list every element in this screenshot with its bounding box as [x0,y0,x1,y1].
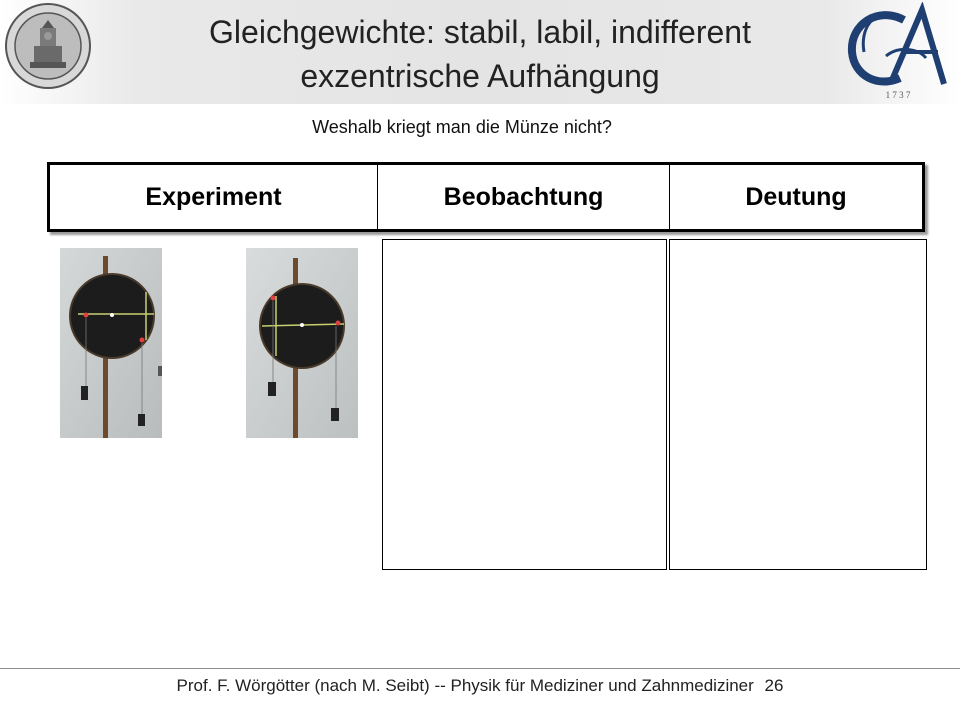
footer [0,676,960,696]
question-text: Weshalb kriegt man die Münze nicht? [312,117,612,137]
title-line-1: Gleichgewichte: stabil, labil, indifferent [209,14,751,50]
footer-text: Prof. F. Wörgötter (nach M. Seibt) -- Physik für Mediziner und Zahnmediziner [176,676,754,695]
question-subtitle [0,117,920,138]
column-header-deutung: Deutung [669,165,922,229]
title-line-2: exzentrische Aufhängung [300,58,660,94]
page-number: 26 [764,676,784,695]
georgia-augusta-logo [842,2,954,102]
column-header-table [47,162,925,232]
footer-divider [0,668,960,669]
experiment-photo-1 [60,248,162,438]
logo-year: 1 7 3 7 [885,90,911,100]
university-seal-logo [4,2,92,90]
interpretation-answer-box [669,239,927,570]
column-header-experiment: Experiment [145,182,282,211]
column-header-beobachtung: Beobachtung [377,165,669,229]
slide-title [100,10,860,98]
experiment-photo-2 [246,248,358,438]
observation-answer-box [382,239,667,570]
